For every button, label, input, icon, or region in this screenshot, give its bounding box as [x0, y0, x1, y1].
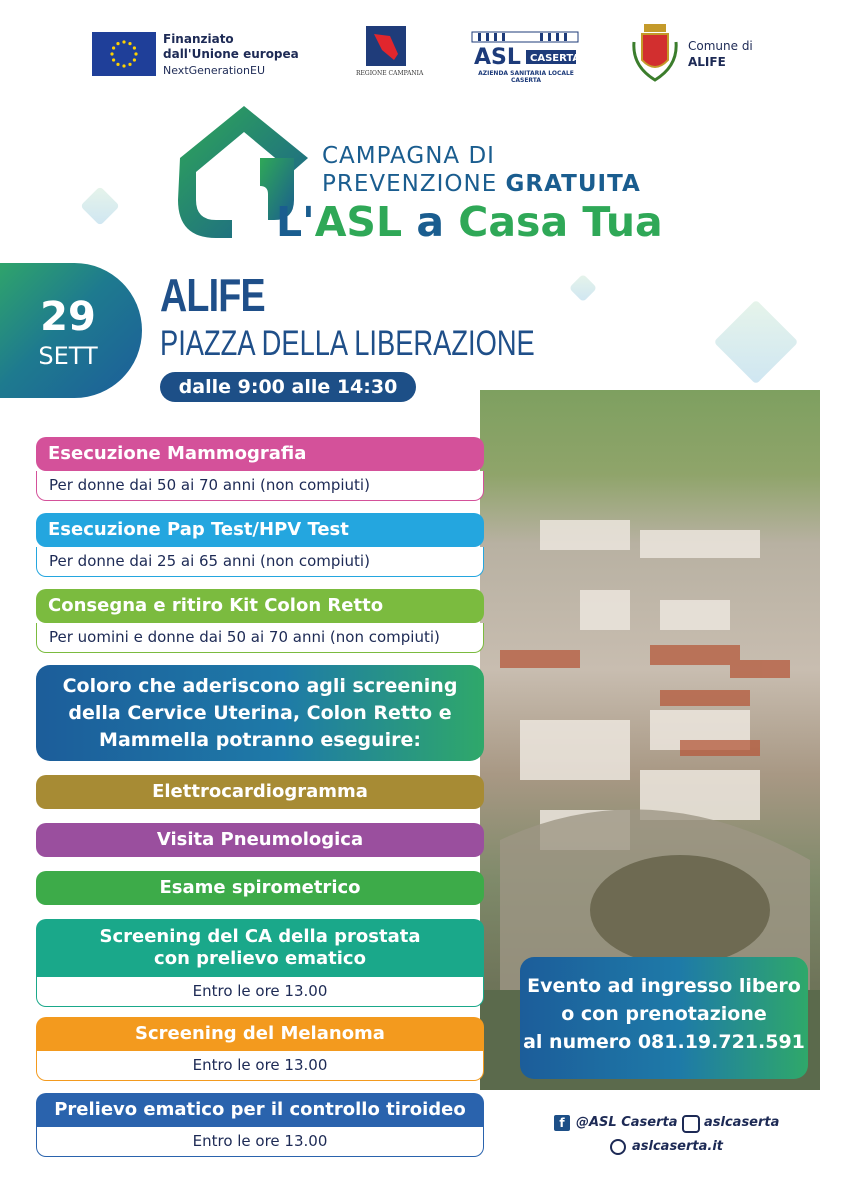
event-place: PIAZZA DELLA LIBERAZIONE	[160, 324, 535, 363]
svg-text:CASERTA: CASERTA	[530, 53, 580, 64]
extra-ecg: Elettrocardiogramma	[36, 775, 484, 809]
decor-diamond	[80, 186, 120, 226]
instagram-handle[interactable]: aslcaserta	[704, 1115, 780, 1130]
service-paptest-header: Esecuzione Pap Test/HPV Test	[36, 513, 484, 547]
service-paptest-desc: Per donne dai 25 ai 65 anni (non compiuti)	[36, 547, 484, 577]
eu-funding-text: Finanziato dall'Unione europea	[163, 32, 299, 61]
svg-text:ASL: ASL	[474, 45, 521, 70]
instagram-icon[interactable]	[682, 1115, 700, 1133]
event-info-text: Evento ad ingresso libero o con prenotazione al numero 081.19.721.591	[523, 975, 805, 1053]
service-colonretto-header: Consegna e ritiro Kit Colon Retto	[36, 589, 484, 623]
event-hours: dalle 9:00 alle 14:30	[160, 372, 416, 402]
comune-label: Comune di	[688, 39, 753, 53]
date-month: SETT	[38, 342, 98, 370]
screening-note-text: Coloro che aderiscono agli screening della Cervice Uterina, Colon Retto e Mammella potranno eseguire:	[62, 675, 458, 751]
screening-prostata-header: Screening del CA della prostata con prelievo ematico	[36, 919, 484, 977]
comune-name: ALIFE	[688, 55, 726, 69]
decor-diamond	[569, 274, 597, 302]
campaign-title-line1: CAMPAGNA DI	[322, 143, 495, 169]
service-mammografia-desc: Per donne dai 50 ai 70 anni (non compiuti)	[36, 471, 484, 501]
extra-pneumologica: Visita Pneumologica	[36, 823, 484, 857]
campaign-brand: L'ASL a Casa Tua	[276, 198, 663, 246]
screening-tiroide-header: Prelievo ematico per il controllo tiroideo	[36, 1093, 484, 1127]
event-city: ALIFE	[160, 269, 265, 321]
alife-crest-icon	[630, 22, 680, 84]
screening-tiroide-time: Entro le ore 13.00	[36, 1127, 484, 1157]
eu-flag-icon	[92, 32, 156, 76]
decor-diamond	[714, 300, 799, 385]
extra-spirometrico: Esame spirometrico	[36, 871, 484, 905]
screening-melanoma-time: Entro le ore 13.00	[36, 1051, 484, 1081]
service-colonretto-desc: Per uomini e donne dai 50 ai 70 anni (non compiuti)	[36, 623, 484, 653]
asl-caption: AZIENDA SANITARIA LOCALE CASERTA	[478, 70, 574, 84]
screening-prostata-time: Entro le ore 13.00	[36, 977, 484, 1007]
service-mammografia-header: Esecuzione Mammografia	[36, 437, 484, 471]
facebook-icon[interactable]: f	[554, 1115, 570, 1131]
date-day: 29	[40, 294, 96, 340]
website-link[interactable]: aslcaserta.it	[632, 1139, 724, 1154]
eu-nextgen-text: NextGenerationEU	[163, 64, 265, 77]
globe-icon[interactable]	[610, 1139, 626, 1155]
screening-melanoma-header: Screening del Melanoma	[36, 1017, 484, 1051]
region-label: REGIONE CAMPANIA	[356, 70, 424, 77]
facebook-handle[interactable]: @ASL Caserta	[576, 1115, 678, 1130]
campaign-title-line2: PREVENZIONE GRATUITA	[322, 171, 641, 197]
